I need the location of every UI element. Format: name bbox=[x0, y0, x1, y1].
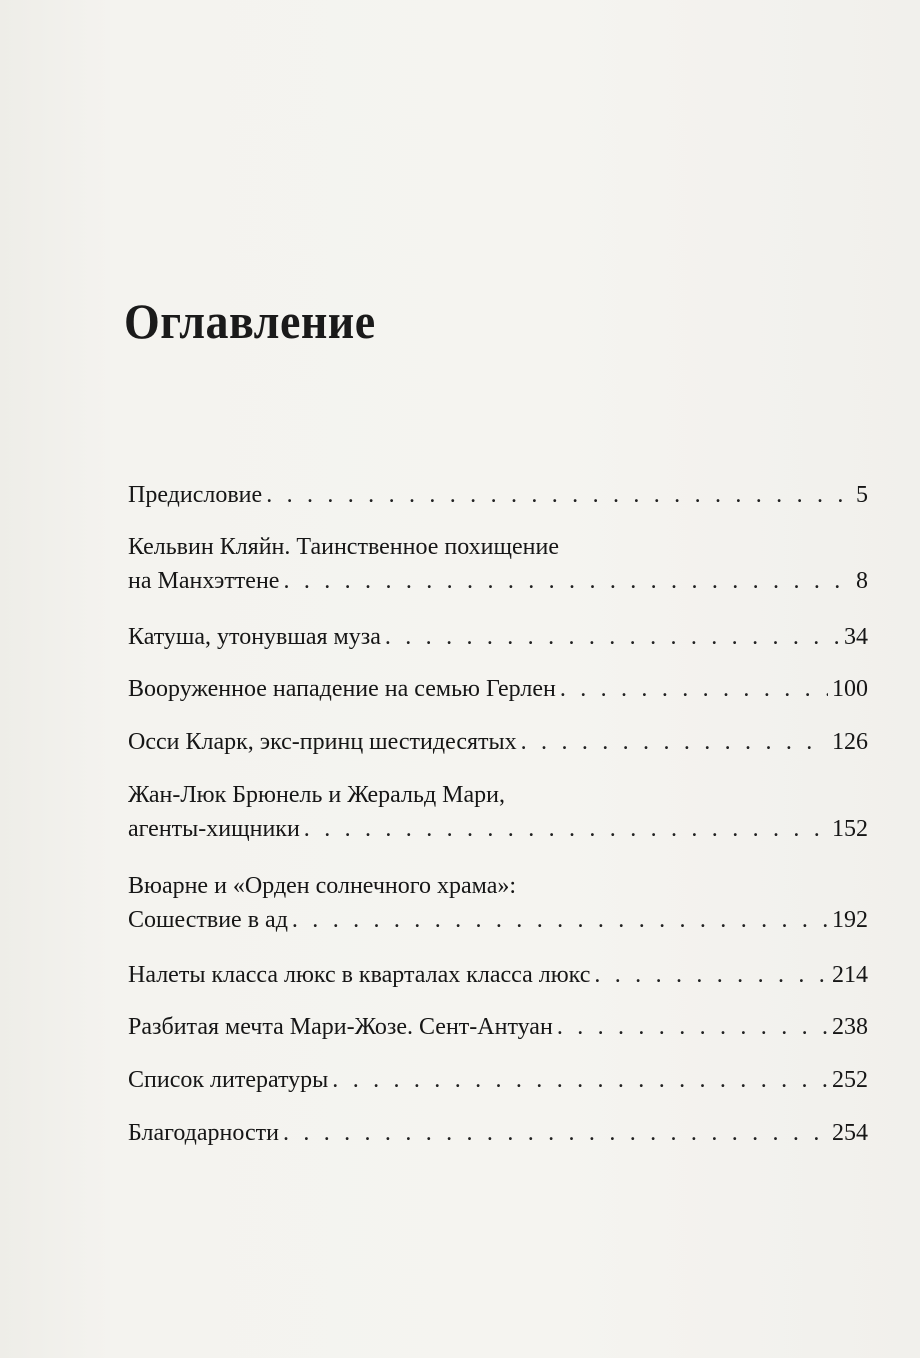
toc-entry-guerlain bbox=[128, 672, 868, 706]
toc-entry-title-continued: агенты-хищники bbox=[128, 816, 300, 842]
toc-entry-title: Вюарне и «Орден солнечного храма»: bbox=[128, 873, 517, 899]
leader-dots bbox=[283, 1116, 828, 1150]
toc-page-number: 238 bbox=[832, 1014, 868, 1040]
leader-dots bbox=[560, 672, 828, 706]
toc-entry-title: Жан-Люк Брюнель и Жеральд Мари, bbox=[128, 782, 506, 808]
toc-page-number: 192 bbox=[832, 907, 868, 933]
toc-page-number: 100 bbox=[832, 676, 868, 702]
leader-dots bbox=[304, 812, 828, 846]
leader-dots bbox=[292, 903, 828, 937]
toc-entry-title: Разбитая мечта Мари-Жозе. Сент-Антуан bbox=[128, 1014, 553, 1040]
toc-page-number: 34 bbox=[844, 624, 868, 650]
toc-entry-calvin-klein bbox=[128, 530, 868, 598]
toc-entry-vuarnet bbox=[128, 869, 868, 937]
toc-page-number: 254 bbox=[832, 1120, 868, 1146]
leader-dots bbox=[557, 1010, 828, 1044]
toc-entry-title: Вооруженное нападение на семью Герлен bbox=[128, 676, 556, 702]
leader-dots bbox=[385, 620, 840, 654]
toc-entry-title: Кельвин Кляйн. Таинственное похищение bbox=[128, 534, 559, 560]
leader-dots bbox=[594, 958, 828, 992]
toc-entry-bibliography bbox=[128, 1063, 868, 1097]
toc-entry-title: Катуша, утонувшая муза bbox=[128, 624, 381, 650]
toc-page-number: 252 bbox=[832, 1067, 868, 1093]
leader-dots bbox=[283, 564, 852, 598]
leader-dots bbox=[521, 725, 828, 759]
toc-entry-katusha bbox=[128, 620, 868, 654]
toc-entry-acknowledgements bbox=[128, 1116, 868, 1150]
toc-entry-brunel-marie bbox=[128, 778, 868, 846]
toc-page-number: 126 bbox=[832, 729, 868, 755]
toc-entry-title: Налеты класса люкс в кварталах класса люкс bbox=[128, 962, 591, 988]
toc-entry-title: Список литературы bbox=[128, 1067, 329, 1093]
toc-entry-title: Благодарности bbox=[128, 1120, 279, 1146]
toc-page-number: 5 bbox=[856, 482, 868, 508]
toc-entry-title: Предисловие bbox=[128, 482, 263, 508]
toc-entry-ossie-clark bbox=[128, 725, 868, 759]
leader-dots bbox=[266, 478, 852, 512]
toc-page-number: 152 bbox=[832, 816, 868, 842]
toc-entry-luxury-raids bbox=[128, 958, 868, 992]
toc-entry-title: Осси Кларк, экс-принц шестидесятых bbox=[128, 729, 517, 755]
toc-page-number: 214 bbox=[832, 962, 868, 988]
toc-entry-title-continued: Сошествие в ад bbox=[128, 907, 288, 933]
toc-entry-marie-jose bbox=[128, 1010, 868, 1044]
toc-entry-preface bbox=[128, 478, 868, 512]
page-title: Оглавление bbox=[124, 293, 376, 349]
leader-dots bbox=[332, 1063, 828, 1097]
toc-entry-title-continued: на Манхэттене bbox=[128, 568, 280, 594]
toc-page-number: 8 bbox=[856, 568, 868, 594]
